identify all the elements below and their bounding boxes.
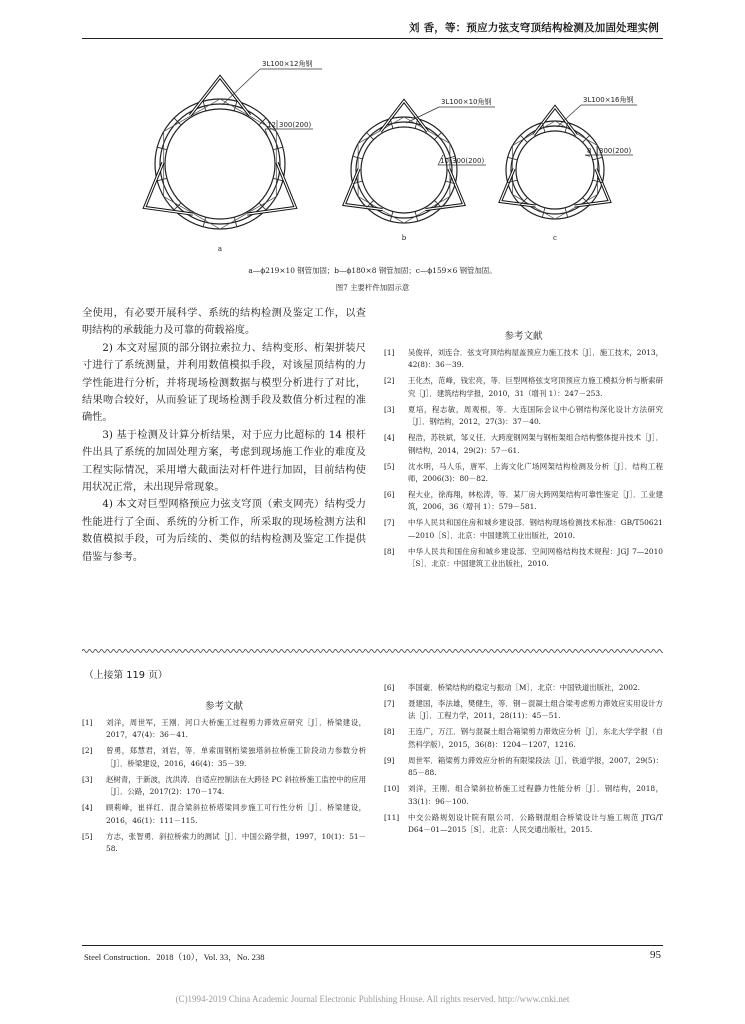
reference-text: 程大业，徐海翔，林松涛，等．某厂房大跨网架结构可靠性鉴定［J］．工业建筑，2006，36（增刊 1）：579－581. <box>408 490 663 512</box>
reference-item <box>384 517 663 542</box>
reference-item <box>384 404 663 429</box>
journal-citation: Steel Construction．2018（10），Vol. 33，No. 238 <box>84 952 265 962</box>
reference-item <box>384 546 663 571</box>
callout-label-angle-steel: 3L100×16角钢 <box>583 96 634 104</box>
paragraph: 全使用，有必要开展科学、系统的结构检测及鉴定工作，以查明结构的承载能力及可靠的荷载裕度。 <box>82 308 366 337</box>
reference-item <box>82 745 366 770</box>
reference-number: [1] <box>82 718 93 727</box>
reference-number: [2] <box>384 376 395 386</box>
inner-ring <box>165 109 275 219</box>
reference-text: 中华人民共和国住房和城乡建设部．空间网格结构技术规程：JGJ 7—2010［S］．北京：中国建筑工业出版社，2010. <box>408 546 663 569</box>
reference-item <box>384 682 663 694</box>
reference-text: 李国豪．桥梁结构的稳定与振动［M］．北京：中国铁道出版社，2002. <box>408 683 640 692</box>
header-rule <box>82 38 663 39</box>
reference-number: [9] <box>384 755 395 765</box>
continuation-references-right <box>384 682 663 840</box>
reference-text: 刘洋，周世军，王刚．河口大桥施工过程剪力滞效应研究［J］．桥梁建设，2017，47(4)：36－41. <box>106 718 366 740</box>
copyright-watermark: (C)1994-2019 China Academic Journal Electronic Publishing House. All rights reserved. http://www.cnki.net <box>175 994 570 1004</box>
callout-thickness: 12 <box>267 121 276 129</box>
reference-text: 程浩，苏铁斌，邹义任．大跨度钢网架与钢桁架组合结构整体提升技术［J］．钢结构，2014，29(2)：57－61. <box>408 433 663 455</box>
reference-number: [7] <box>384 518 395 528</box>
reference-number: [4] <box>384 433 395 443</box>
panel-label: a <box>217 245 223 253</box>
reference-item <box>384 489 663 514</box>
figure-caption-title: 图7 主要杆件加固示意 <box>335 283 410 292</box>
reference-text: 中交公路规划设计院有限公司．公路钢混组合桥梁设计与施工规范 JTG/T D64－01—2015［S］．北京：人民交通出版社，2015. <box>408 812 663 835</box>
footer-rule <box>82 945 663 946</box>
panel-label: b <box>401 234 407 242</box>
reference-number: [10] <box>384 784 400 794</box>
reference-text: 王化杰，范峰，钱宏亮，等．巨型网格弦支穹顶预应力施工模拟分析与断索研究［J］．建筑结构学报，2010，31（增刊 1）：247－253. <box>408 376 663 398</box>
figure-7-reinforcement-diagram <box>82 52 663 262</box>
figure-caption-sublabels: a—ϕ219×10 钢管加固；b—ϕ180×8 钢管加固；c—ϕ159×6 钢管加固。 <box>248 266 497 275</box>
conclusion-text-column <box>82 305 366 566</box>
reference-number: [7] <box>384 699 395 708</box>
reference-number: [5] <box>384 461 395 471</box>
reference-text: 中华人民共和国住房和城乡建设部．钢结构现场检测技术标准：GB/T50621—2010［S］．北京：中国建筑工业出版社，2010. <box>408 518 663 540</box>
reference-item <box>384 375 663 400</box>
reference-text: 方志，张智勇．斜拉桥索力的测试［J］．中国公路学报，1997，10(1)：51－58. <box>106 831 366 854</box>
callout-thickness: 8 <box>587 147 592 155</box>
panel-label: c <box>553 234 557 242</box>
reference-item <box>384 812 663 837</box>
section-separator-wavy-line <box>82 648 663 654</box>
reference-number: [8] <box>384 727 395 737</box>
references-title: 参考文献 <box>504 331 543 342</box>
inner-ring <box>516 131 594 209</box>
angle-steel-leg-inner <box>190 77 250 115</box>
continuation-references-list-left <box>82 717 366 855</box>
reference-item <box>384 698 663 723</box>
paragraph: 4) 本文对巨型网格预应力弦支穹顶（索支网壳）结构受力性能进行了全面、系统的分析工作，所采取的现场检测方法和数值模拟手段，可为后续的、类似的结构检测及鉴定工作提供借鉴与参考。 <box>82 499 366 563</box>
reference-text: 夏培，程志敏，周观根，等．大连国际会议中心钢结构深化设计方法研究［J］．钢结构，2012，27(3)：37－40. <box>408 404 663 427</box>
panel-c-diagram <box>500 95 637 242</box>
reference-text: 聂建国，李法雄，樊健生，等．钢－混凝土组合梁考虑剪力滞效应实用设计方法［J］．工程力学，2011，28(11)：45－51. <box>408 699 663 721</box>
reference-text: 赵树青，于新波，沈洪涛．自适应控制法在大跨径 PC 斜拉桥施工监控中的应用［J］．公路，2017(2)：170－174. <box>106 774 366 797</box>
references-list <box>384 347 663 571</box>
reference-number: [4] <box>82 803 93 813</box>
inner-ring <box>361 127 447 213</box>
reference-text: 刘洋，王刚．组合梁斜拉桥施工过程静力性能分析［J］．钢结构，2018，33(1)：96－100. <box>408 784 663 806</box>
reference-item <box>384 755 663 780</box>
callout-dimension: 300(200) <box>452 157 485 165</box>
paragraph: 3) 基于检测及计算分析结果，对于应力比超标的 14 根杆件出具了系统的加固处理方案，考虑到现场施工作业的难度及工程实际情况，采用增大截面法对杆件进行加固，目前结构使用状况正常，未出现异常现象。 <box>82 429 366 494</box>
reference-item <box>384 347 663 372</box>
reference-number: [1] <box>384 348 395 357</box>
reference-number: [8] <box>384 546 395 556</box>
reference-text: 吴俊祥，刘连合．弦支穹顶结构屋盖预应力施工技术［J］．施工技术，2013，42(8)：36－39. <box>408 348 663 370</box>
continuation-references-list-right <box>384 682 663 836</box>
reference-number: [3] <box>384 404 395 414</box>
callout-label-angle-steel: 3L100×12角钢 <box>262 60 313 68</box>
reference-number: [6] <box>384 490 395 500</box>
reference-number: [11] <box>384 812 400 822</box>
reference-item <box>384 461 663 486</box>
reference-text: 王连广，万江．钢与混凝土组合箱梁剪力滞效应分析［J］．东北大学学报（自然科学版），2015，36(8)：1204－1207，1216. <box>408 727 663 749</box>
reference-text: 周世军．箱梁剪力滞效应分析的有限梁段法［J］．铁道学报，2007，29(5)：85－88. <box>408 755 663 778</box>
panel-a-diagram <box>145 59 322 253</box>
reference-item <box>384 432 663 457</box>
panel-b-diagram <box>344 97 495 242</box>
running-header: 刘 香，等：预应力弦支穹顶结构检测及加固处理实例 <box>409 22 659 34</box>
reference-number: [5] <box>82 831 93 841</box>
reference-item <box>384 783 663 808</box>
continuation-label: （上接第 119 页） <box>84 670 168 681</box>
reference-item <box>82 831 366 856</box>
continuation-references-left <box>82 698 366 859</box>
callout-thickness: 10 <box>440 157 449 165</box>
callout-label-angle-steel: 3L100×10角钢 <box>441 98 492 106</box>
reference-item <box>82 774 366 799</box>
paragraph: 2) 本文对屋顶的部分钢拉索拉力、结构变形、桁架拼装尺寸进行了系统测量，并利用数值模拟手段，对该屋顶结构的力学性能进行分析，并将现场检测数据与模型分析进行了对比，结果吻合较好，从而验证了现场检测手段及数值分析过程的准确性。 <box>82 342 366 424</box>
reference-number: [6] <box>384 683 395 692</box>
angle-steel-leg <box>190 77 250 115</box>
callout-dimension: 300(200) <box>599 147 632 155</box>
continuation-references-title: 参考文献 <box>204 701 243 712</box>
reference-item <box>82 717 366 742</box>
reference-number: [2] <box>82 746 93 756</box>
reference-text: 曾勇，郑慧君，刘岩，等．单索面钢桁梁独塔斜拉桥施工阶段动力参数分析［J］．桥梁建设，2016，46(4)：35－39. <box>106 746 366 768</box>
page-number: 95 <box>650 949 661 961</box>
reference-text: 沈水明，马人乐，唐军．上海文化广场网架结构检测及分析［J］．结构工程师，2006(3)：80－82. <box>408 461 663 484</box>
reference-text: 顾莉峰，崔祥红．混合梁斜拉桥塔梁同步施工可行性分析［J］．桥梁建设，2016，46(1)：111－115. <box>106 803 366 825</box>
callout-dimension: 300(200) <box>279 121 312 129</box>
references-column <box>384 328 663 574</box>
reference-item <box>82 802 366 827</box>
reference-number: [3] <box>82 774 93 784</box>
reference-item <box>384 726 663 751</box>
